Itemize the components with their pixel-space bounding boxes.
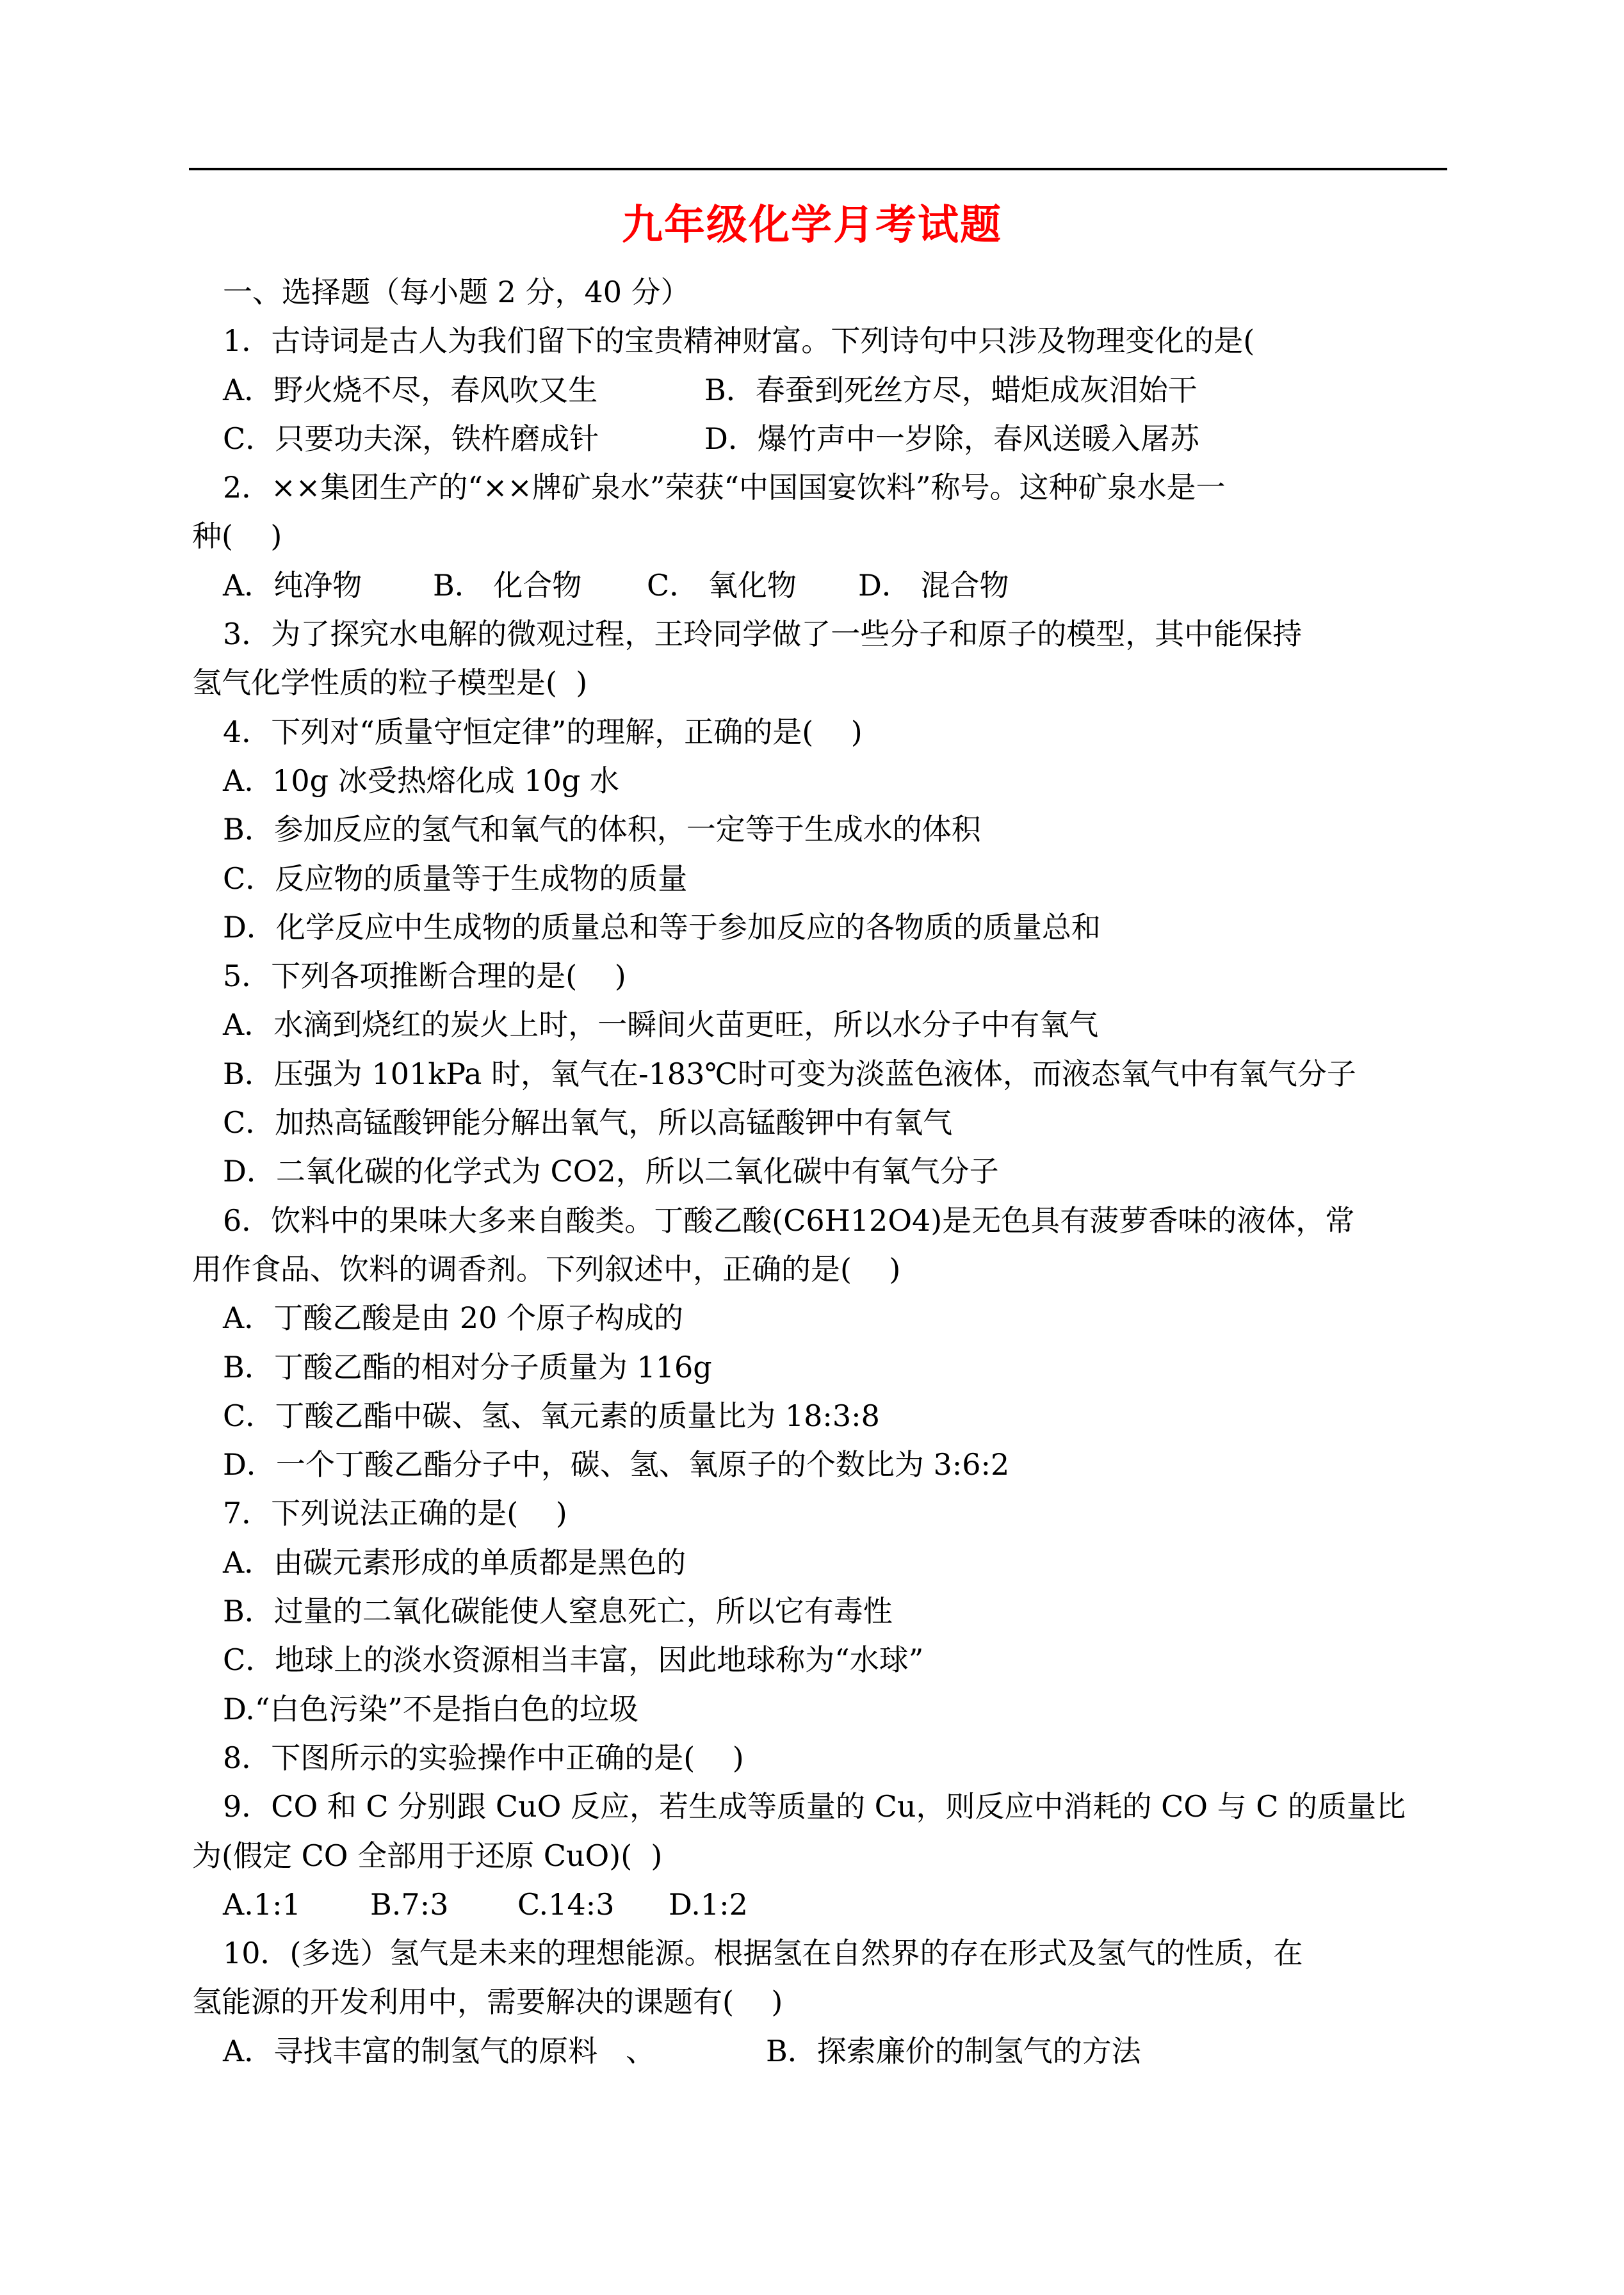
header-rule [189, 168, 1447, 170]
question-4-stem: 4．下列对“质量守恒定律”的理解，正确的是( ) [223, 714, 863, 749]
question-2-option-b: B． 化合物 [433, 567, 582, 603]
question-4-option-d: D．化学反应中生成物的质量总和等于参加反应的各物质的质量总和 [223, 909, 1101, 945]
question-1-options-ab [192, 366, 1447, 414]
question-9-option-a: A.1:1 [223, 1886, 301, 1922]
question-1-option-a: A．野火烧不尽，春风吹又生 [223, 372, 598, 407]
question-list [192, 268, 1447, 2075]
question-9-option-c: C.14:3 [517, 1886, 615, 1922]
question-7-option-d: D.“白色污染”不是指白色的垃圾 [223, 1691, 638, 1726]
question-9-stem-line1: 9．CO 和 C 分别跟 CuO 反应，若生成等质量的 Cu，则反应中消耗的 CO 与 C 的质量比 [223, 1789, 1406, 1824]
question-7-stem: 7．下列说法正确的是( ) [223, 1496, 567, 1531]
question-5-option-c: C．加热高锰酸钾能分解出氧气，所以高锰酸钾中有氧气 [223, 1105, 953, 1140]
question-2-stem-line1: 2．××集团生产的“××牌矿泉水”荣获“中国国宴饮料”称号。这种矿泉水是一 [223, 470, 1226, 505]
question-6-stem-line1: 6．饮料中的果味大多来自酸类。丁酸乙酸(C6H12O4)是无色具有菠萝香味的液体，常 [223, 1203, 1355, 1238]
question-7-option-b: B．过量的二氧化碳能使人窒息死亡，所以它有毒性 [223, 1594, 893, 1629]
question-2-option-d: D． 混合物 [858, 567, 1009, 603]
question-1-option-d: D．爆竹声中一岁除，春风送暖入屠苏 [704, 421, 1199, 456]
question-1-option-b: B．春蚕到死丝方尽，蜡炬成灰泪始干 [704, 372, 1198, 407]
question-10-stem-line1: 10．(多选）氢气是未来的理想能源。根据氢在自然界的存在形式及氢气的性质，在 [223, 1936, 1303, 1971]
question-9-options [192, 1880, 1447, 1929]
question-9-option-b: B.7:3 [370, 1886, 449, 1922]
question-6-option-d: D．一个丁酸乙酯分子中，碳、氢、氧原子的个数比为 3:6:2 [223, 1447, 1010, 1482]
question-10-stem-line2: 氢能源的开发利用中，需要解决的课题有( ) [192, 1984, 783, 2020]
question-9-option-d: D.1:2 [669, 1886, 748, 1922]
question-1-options-cd [192, 414, 1447, 463]
question-5-option-b: B．压强为 101kPa 时，氧气在-183℃时可变为淡蓝色液体，而液态氧气中有氧气分子 [223, 1056, 1356, 1091]
question-2-options [192, 561, 1447, 610]
question-3-stem-line2: 氢气化学性质的粒子模型是( ) [192, 665, 588, 701]
question-5-option-a: A．水滴到烧红的炭火上时，一瞬间火苗更旺，所以水分子中有氧气 [223, 1007, 1099, 1042]
question-1-option-c: C．只要功夫深，铁杵磨成针 [223, 421, 599, 456]
section-heading: 一、选择题（每小题 2 分，40 分） [223, 275, 690, 309]
question-5-stem: 5．下列各项推断合理的是( ) [223, 959, 626, 994]
question-7-option-c: C．地球上的淡水资源相当丰富，因此地球称为“水球” [223, 1642, 924, 1678]
question-8-stem: 8．下图所示的实验操作中正确的是( ) [223, 1740, 744, 1775]
question-2-stem-line2: 种( ) [192, 519, 282, 554]
question-6-option-b: B．丁酸乙酯的相对分子质量为 116g [223, 1349, 712, 1384]
question-1-stem: 1．古诗词是古人为我们留下的宝贵精神财富。下列诗句中只涉及物理变化的是( [223, 323, 1255, 359]
question-9-stem-line2: 为(假定 CO 全部用于还原 CuO)( ) [192, 1838, 663, 1873]
question-6-option-c: C．丁酸乙酯中碳、氢、氧元素的质量比为 18:3:8 [223, 1398, 880, 1433]
question-4-option-c: C．反应物的质量等于生成物的质量 [223, 861, 688, 896]
question-4-option-b: B．参加反应的氢气和氧气的体积，一定等于生成水的体积 [223, 812, 981, 847]
question-2-option-a: A．纯净物 [223, 567, 362, 603]
question-6-option-a: A．丁酸乙酸是由 20 个原子构成的 [223, 1301, 683, 1336]
question-2-option-c: C． 氧化物 [647, 567, 797, 603]
question-10-option-a: A．寻找丰富的制氢气的原料 、 [223, 2033, 656, 2068]
question-6-stem-line2: 用作食品、饮料的调香剂。下列叙述中，正确的是( ) [192, 1251, 901, 1286]
question-7-option-a: A．由碳元素形成的单质都是黑色的 [223, 1545, 686, 1580]
question-10-options-ab [192, 2027, 1447, 2075]
question-4-option-a: A. 10g 冰受热熔化成 10g 水 [223, 763, 619, 798]
question-3-stem-line1: 3．为了探究水电解的微观过程，王玲同学做了一些分子和原子的模型，其中能保持 [223, 617, 1303, 652]
page-title: 九年级化学月考试题 [622, 201, 1002, 249]
question-10-option-b: B．探索廉价的制氢气的方法 [766, 2033, 1141, 2068]
question-5-option-d: D．二氧化碳的化学式为 CO2，所以二氧化碳中有氧气分子 [223, 1154, 999, 1189]
